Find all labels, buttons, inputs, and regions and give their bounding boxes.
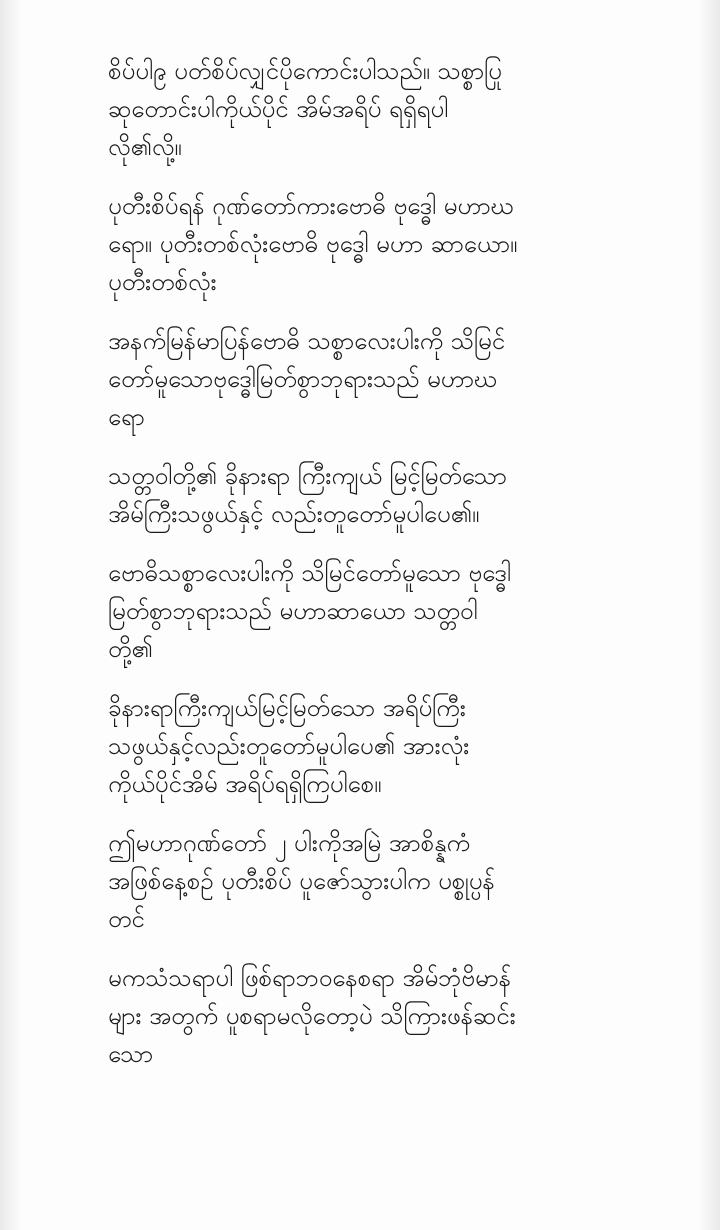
text-line: ပုတီးတစ်လုံး — [108, 268, 217, 296]
text-line: ပုတီးစိပ်ရန် ဂုဏ်တော်ကားဗောဓိ ဗုဒ္ဓေါ မဟာဃ — [108, 192, 515, 220]
text-line: သော — [108, 1040, 154, 1068]
page-edge-shadow-right — [698, 0, 720, 1230]
text-line: များ အတွက် ပူစရာမလိုတော့ပဲ သိကြားဖန်ဆင်း — [108, 1002, 516, 1030]
paragraph — [108, 959, 618, 1073]
text-line: ခိုနားရာကြီးကျယ်မြင့်မြတ်သော အရိပ်ကြီး — [108, 694, 466, 722]
paragraph — [108, 52, 618, 166]
text-line: လို၏လို့။ — [108, 133, 182, 161]
text-line: ရော — [108, 403, 145, 431]
text-line: အဖြစ်နေ့စဉ် ပုတီးစိပ် ပူဇော်သွားပါက ပစ္စုပ္ပန် — [108, 867, 495, 895]
paragraph — [108, 457, 618, 533]
paragraph — [108, 187, 618, 301]
text-line: မြတ်စွာဘုရားသည် မဟာဆာယော သတ္တဝါ — [108, 597, 478, 625]
paragraph — [108, 689, 618, 803]
text-line: သဖွယ်နှင့်လည်းတူတော်မူပါပေ၏ အားလုံး — [108, 732, 470, 760]
text-line: ဤမဟာဂုဏ်တော် ၂ ပါးကိုအမြဲ အာစိန္နကံ — [108, 829, 471, 857]
text-line: မကသံသရာပါ ဖြစ်ရာဘဝနေစရာ အိမ်ဘုံဗိမာန် — [108, 964, 511, 992]
text-line: တင် — [108, 905, 145, 933]
text-line: တို့၏ — [108, 635, 153, 663]
page-edge-shadow-left — [0, 0, 22, 1230]
text-line: ရော။ ပုတီးတစ်လုံးဗောဓိ ဗုဒ္ဓေါ မဟာ ဆာယော။ — [108, 230, 518, 258]
text-line: ဆုတောင်းပါကိုယ်ပိုင် အိမ်အရိပ် ရရှိရပါ — [108, 95, 449, 123]
text-line: တော်မူသောဗုဒ္ဓေါမြတ်စွာဘုရားသည် မဟာဃ — [108, 365, 498, 393]
paragraph — [108, 554, 618, 668]
paragraph — [108, 824, 618, 938]
paragraph — [108, 322, 618, 436]
text-line: ကိုယ်ပိုင်အိမ် အရိပ်ရရှိကြပါစေ။ — [108, 770, 382, 798]
text-line: သတ္တဝါတို့၏ ခိုနားရာ ကြီးကျယ် မြင့်မြတ်သော — [108, 462, 507, 490]
text-line: အိမ်ကြီးသဖွယ်နှင့် လည်းတူတော်မူပါပေ၏။ — [108, 500, 480, 528]
text-line: စိပ်ပါ၉ ပတ်စိပ်လျှင်ပိုကောင်းပါသည်။ သစ္စာပြု — [108, 57, 502, 85]
document-body — [108, 52, 618, 1094]
text-line: ဗောဓိသစ္စာလေးပါးကို သိမြင်တော်မူသော ဗုဒ္ဓေါ — [108, 559, 511, 587]
text-line: အနက်မြန်မာပြန်ဗောဓိ သစ္စာလေးပါးကို သိမြင် — [108, 327, 506, 355]
